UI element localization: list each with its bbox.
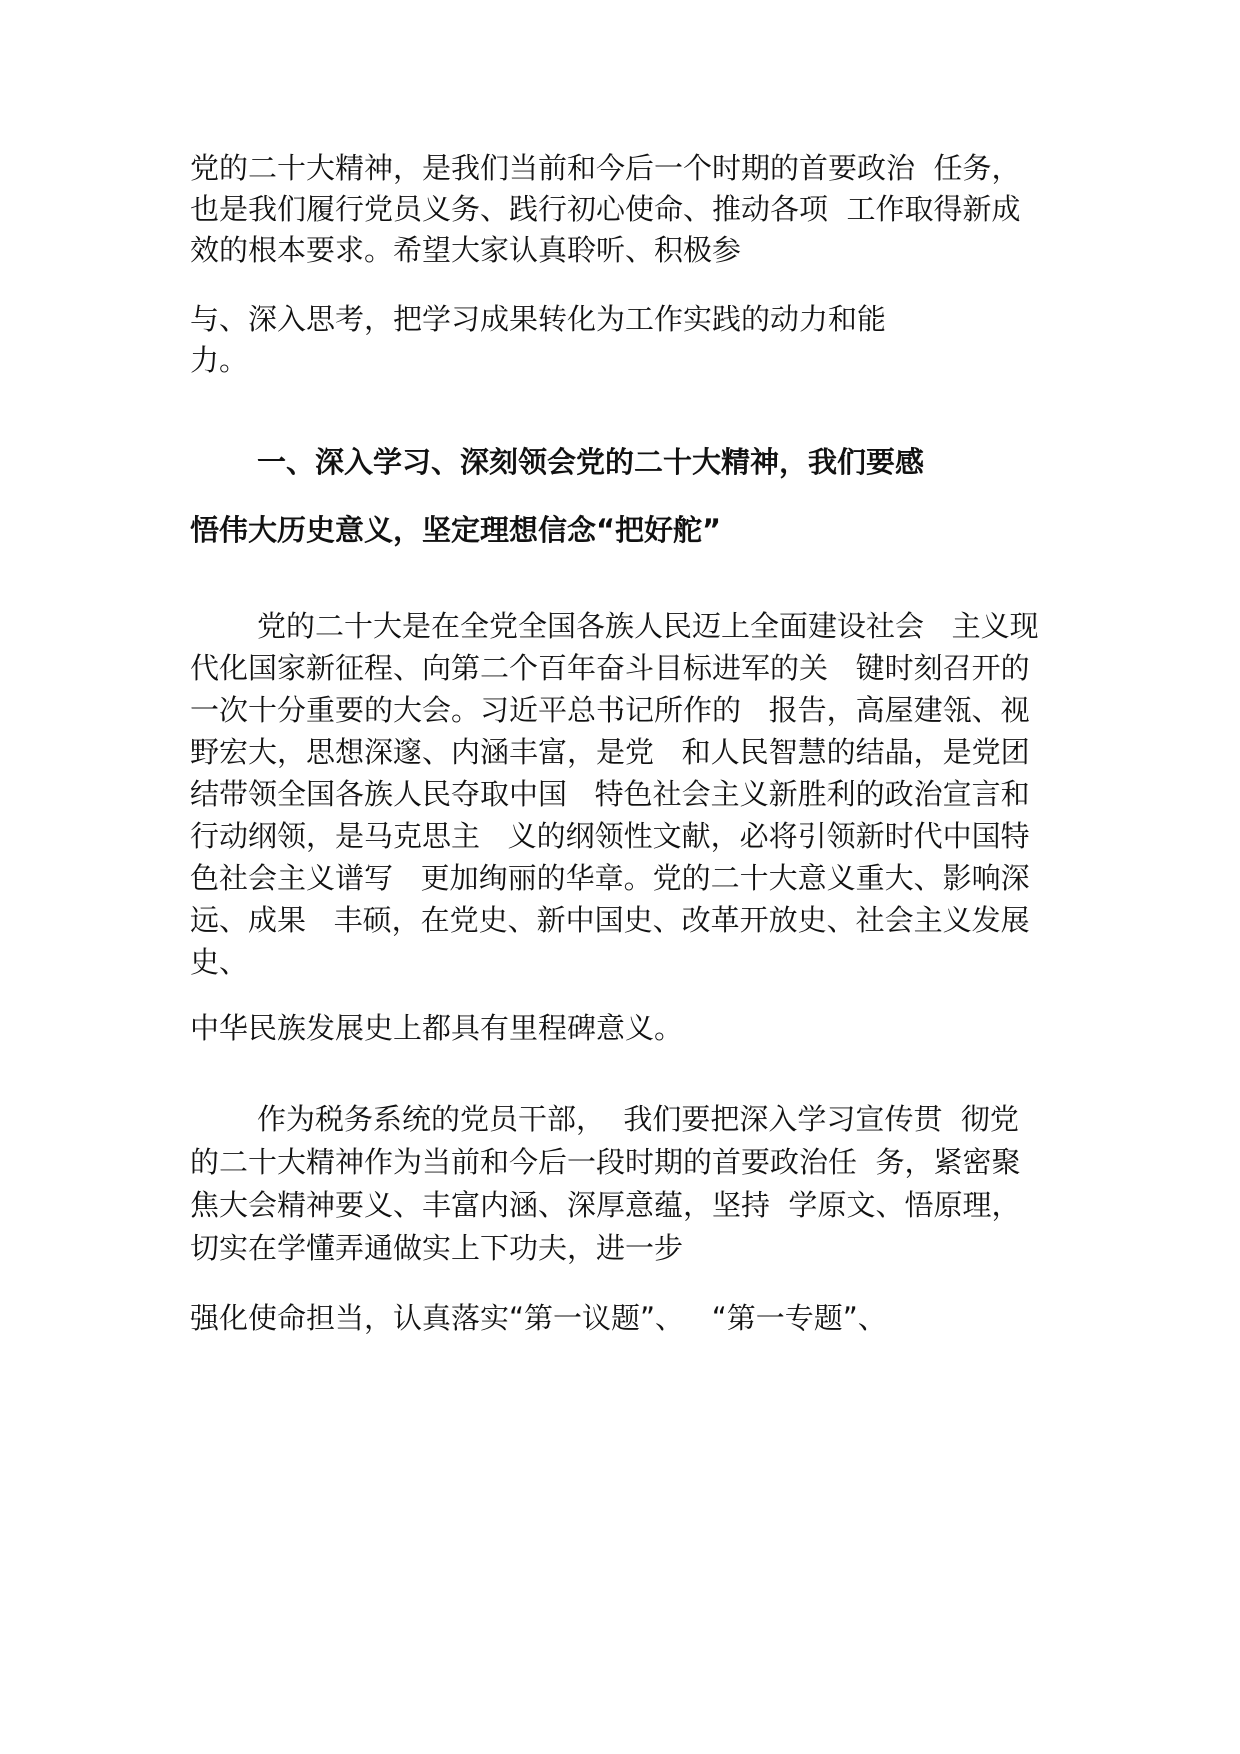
paragraph1-line-6: 行动纲领，是马克思主 义的纲领性文献，必将引领新时代中国特 — [190, 819, 1030, 853]
intro-line-3: 效的根本要求。希望大家认真聆听、积极参 — [190, 233, 742, 267]
paragraph1-line-3: 一次十分重要的大会。习近平总书记所作的 报告，高屋建瓴、视 — [190, 693, 1030, 727]
intro-line-1: 党的二十大精神，是我们当前和今后一个时期的首要政治 任务， — [190, 151, 1021, 185]
paragraph1-continuation: 中华民族发展史上都具有里程碑意义。 — [190, 1011, 684, 1045]
paragraph1-line-9: 史、 — [190, 945, 249, 979]
paragraph2-line-3: 焦大会精神要义、丰富内涵、深厚意蕴，坚持 学原文、悟原理， — [190, 1188, 1021, 1222]
paragraph1-line-5: 结带领全国各族人民夺取中国 特色社会主义新胜利的政治宣言和 — [190, 777, 1030, 811]
section-heading-line-1: 一、深入学习、深刻领会党的二十大精神，我们要感 — [257, 445, 925, 479]
paragraph1-line-8: 远、成果 丰硕，在党史、新中国史、改革开放史、社会主义发展 — [190, 903, 1030, 937]
paragraph1-line-7: 色社会主义谱写 更加绚丽的华章。党的二十大意义重大、影响深 — [190, 861, 1030, 895]
paragraph2-line-1: 作为税务系统的党员干部， 我们要把深入学习宣传贯 彻党 — [257, 1102, 1019, 1136]
paragraph2-line-4: 切实在学懂弄通做实上下功夫，进一步 — [190, 1231, 684, 1265]
paragraph1-line-1: 党的二十大是在全党全国各族人民迈上全面建设社会 主义现 — [257, 609, 1039, 643]
section-heading-line-2: 悟伟大历史意义，坚定理想信念“把好舵” — [190, 513, 722, 547]
paragraph1-line-4: 野宏大，思想深邃、内涵丰富，是党 和人民智慧的结晶，是党团 — [190, 735, 1030, 769]
intro-continuation-line-1: 与、深入思考，把学习成果转化为工作实践的动力和能 — [190, 302, 887, 336]
intro-continuation-line-2: 力。 — [190, 343, 249, 377]
intro-line-2: 也是我们履行党员义务、践行初心使命、推动各项 工作取得新成 — [190, 192, 1021, 226]
paragraph2-continuation: 强化使命担当，认真落实“第一议题”、 “第一专题”、 — [190, 1301, 887, 1335]
paragraph1-line-2: 代化国家新征程、向第二个百年奋斗目标进军的关 键时刻召开的 — [190, 651, 1030, 685]
paragraph2-line-2: 的二十大精神作为当前和今后一段时期的首要政治任 务，紧密聚 — [190, 1145, 1021, 1179]
